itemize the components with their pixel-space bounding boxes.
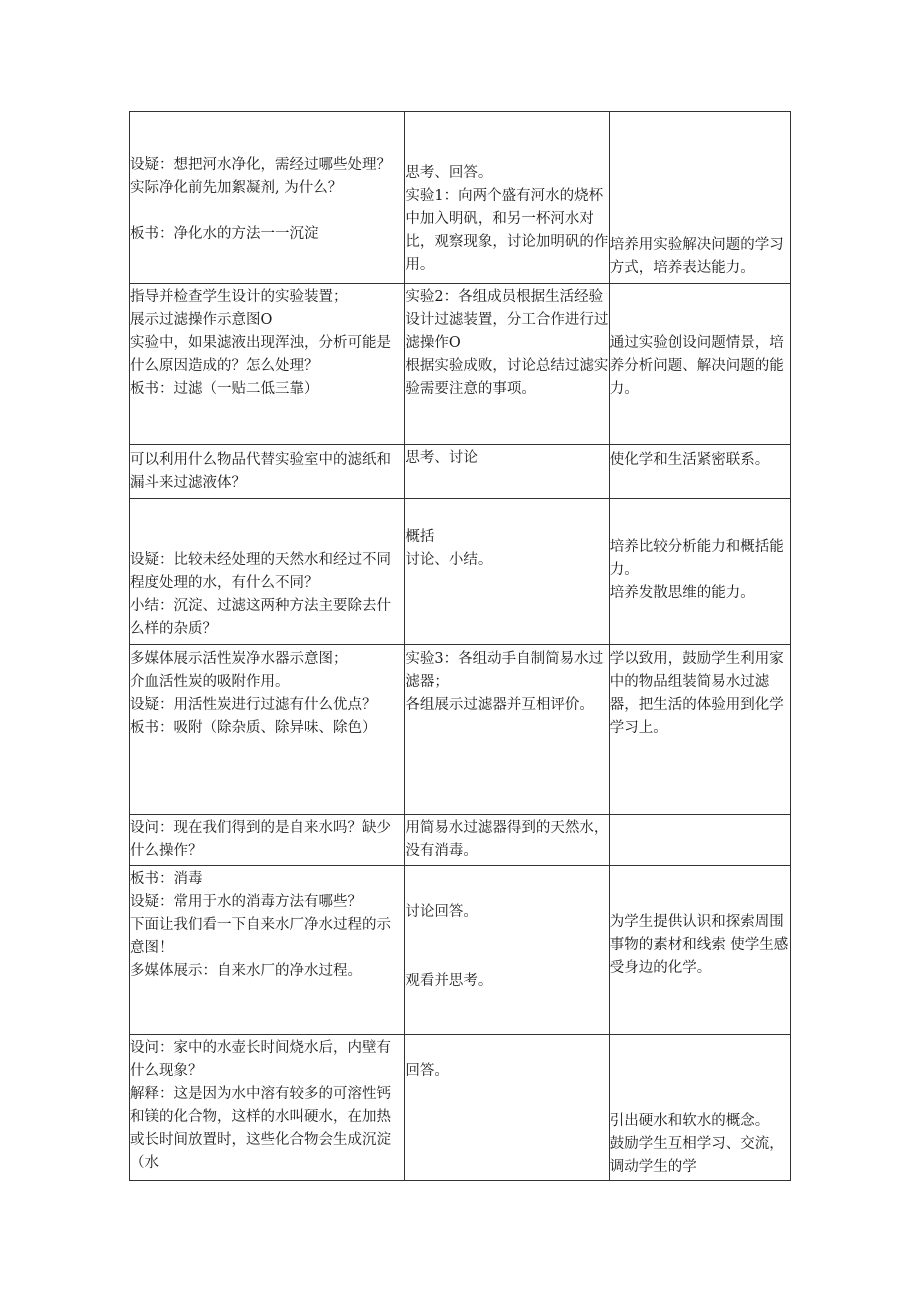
teacher-text: 板书：过滤（一贴二低三靠） — [130, 381, 319, 397]
purpose-text: 引出硬水和软水的概念。 — [609, 1113, 770, 1129]
purpose-text: 培养比较分析能力和概括能力。 — [609, 539, 784, 578]
student-text: 观看并思考。 — [405, 973, 493, 989]
purpose-text: 为学生提供认识和探索周围事物的素材和线索 使学生感受身边的化学。 — [609, 914, 789, 976]
teacher-text — [130, 200, 404, 223]
purpose-text: 学以致用，鼓励学生利用家中的物品组装简易水过滤器，把生活的体验用到化学学习上。 — [609, 651, 784, 736]
table-row — [130, 499, 791, 645]
table-row — [130, 284, 791, 445]
table-row — [130, 445, 791, 499]
teacher-text: 板书：吸附（除杂质、除异味、除色） — [130, 720, 377, 736]
teacher-text: 板书：消毒 — [130, 871, 203, 887]
student-cell — [405, 112, 609, 284]
teacher-text: 实际净化前先加絮凝剂, 为什么？ — [130, 180, 343, 196]
student-text: 讨论、小结。 — [405, 552, 493, 568]
purpose-text: 通过实验创设问题情景，培养分析问题、解决问题的能力。 — [609, 335, 784, 397]
teacher-cell — [130, 445, 405, 499]
teacher-text: 展示过滤操作示意图O — [130, 312, 273, 328]
teacher-text: 设疑：比较未经处理的天然水和经过不同程度处理的水，有什么不同？ — [130, 552, 391, 591]
teacher-cell — [130, 284, 405, 445]
student-text: 实验3：各组动手自制简易水过滤器； — [405, 651, 604, 690]
table-row — [130, 866, 791, 1035]
student-text: 实验2：各组成员根据生活经验设计过滤装置，分工合作进行过滤操作O — [405, 289, 609, 351]
student-text: 实验1：向两个盛有河水的烧杯中加入明矾，和另一杯河水对比，观察现象，讨论加明矾的作用。 — [405, 188, 609, 273]
student-text: 思考、讨论 — [405, 450, 478, 466]
student-text: 根据实验成败，讨论总结过滤实验需要注意的事项。 — [405, 358, 609, 397]
teacher-cell — [130, 866, 405, 1035]
teacher-cell — [130, 1035, 405, 1181]
student-text: 回答。 — [405, 1063, 449, 1079]
purpose-cell — [609, 284, 790, 445]
teacher-text: 多媒体展示活性炭净水器示意图； — [130, 651, 348, 667]
purpose-cell — [609, 499, 790, 645]
purpose-cell — [609, 1035, 790, 1181]
teacher-text: 板书：净化水的方法一一沉淀 — [130, 226, 319, 242]
teacher-text: 设问：现在我们得到的是自来水吗？缺少什么操作？ — [130, 820, 391, 859]
student-cell — [405, 445, 609, 499]
table-row — [130, 112, 791, 284]
teacher-cell — [130, 815, 405, 866]
teacher-text: 解释：这是因为水中溶有较多的可溶性钙和镁的化合物，这样的水叫硬水，在加热或长时间放置时，这些化合物会生成沉淀（水 — [130, 1086, 391, 1171]
table-row — [130, 1035, 791, 1181]
teacher-text: 可以利用什么物品代替实验室中的滤纸和漏斗来过滤液体？ — [130, 452, 391, 491]
student-cell — [405, 1035, 609, 1181]
student-cell — [405, 284, 609, 445]
purpose-text: 鼓励学生互相学习、交流，调动学生的学 — [609, 1136, 784, 1175]
student-text: 讨论回答。 — [405, 904, 478, 920]
teacher-text: 小结：沉淀、过滤这两种方法主要除去什么样的杂质？ — [130, 598, 391, 637]
purpose-cell — [609, 815, 790, 866]
teacher-text: 设疑：常用于水的消毒方法有哪些？ — [130, 894, 362, 910]
student-cell — [405, 645, 609, 815]
table-row — [130, 815, 791, 866]
teacher-cell — [130, 499, 405, 645]
purpose-cell — [609, 112, 790, 284]
teacher-text: 下面让我们看一下自来水厂净水过程的示意图！ — [130, 917, 391, 956]
teacher-text: 设问：家中的水壶长时间烧水后，内壁有什么现象？ — [130, 1040, 391, 1079]
student-cell — [405, 866, 609, 1035]
teacher-text: 设疑：想把河水净化，需经过哪些处理？ — [130, 157, 391, 173]
student-text: 用简易水过滤器得到的天然水，没有消毒。 — [405, 820, 609, 859]
student-cell — [405, 815, 609, 866]
teacher-cell — [130, 645, 405, 815]
purpose-text: 使化学和生活紧密联系。 — [609, 452, 770, 468]
purpose-cell — [609, 866, 790, 1035]
purpose-text: 培养用实验解决问题的学习方式，培养表达能力。 — [609, 237, 784, 276]
student-text: 思考、回答。 — [405, 165, 493, 181]
purpose-cell — [609, 445, 790, 499]
table-row — [130, 645, 791, 815]
teacher-text: 介血活性炭的吸附作用。 — [130, 674, 290, 690]
purpose-cell — [609, 645, 790, 815]
teacher-text: 指导并检查学生设计的实验装置； — [130, 289, 348, 305]
purpose-text: 培养发散思维的能力。 — [609, 585, 755, 601]
teacher-cell — [130, 112, 405, 284]
student-cell — [405, 499, 609, 645]
teacher-text: 设疑：用活性炭进行过滤有什么优点？ — [130, 697, 377, 713]
student-text: 概括 — [405, 529, 435, 545]
teacher-text: 多媒体展示：自来水厂的净水过程。 — [130, 963, 362, 979]
teacher-text: 实验中，如果滤液出现浑浊，分析可能是什么原因造成的？怎么处理？ — [130, 335, 391, 374]
lesson-plan-table — [129, 111, 791, 1181]
student-text: 各组展示过滤器并互相评价。 — [405, 697, 594, 713]
